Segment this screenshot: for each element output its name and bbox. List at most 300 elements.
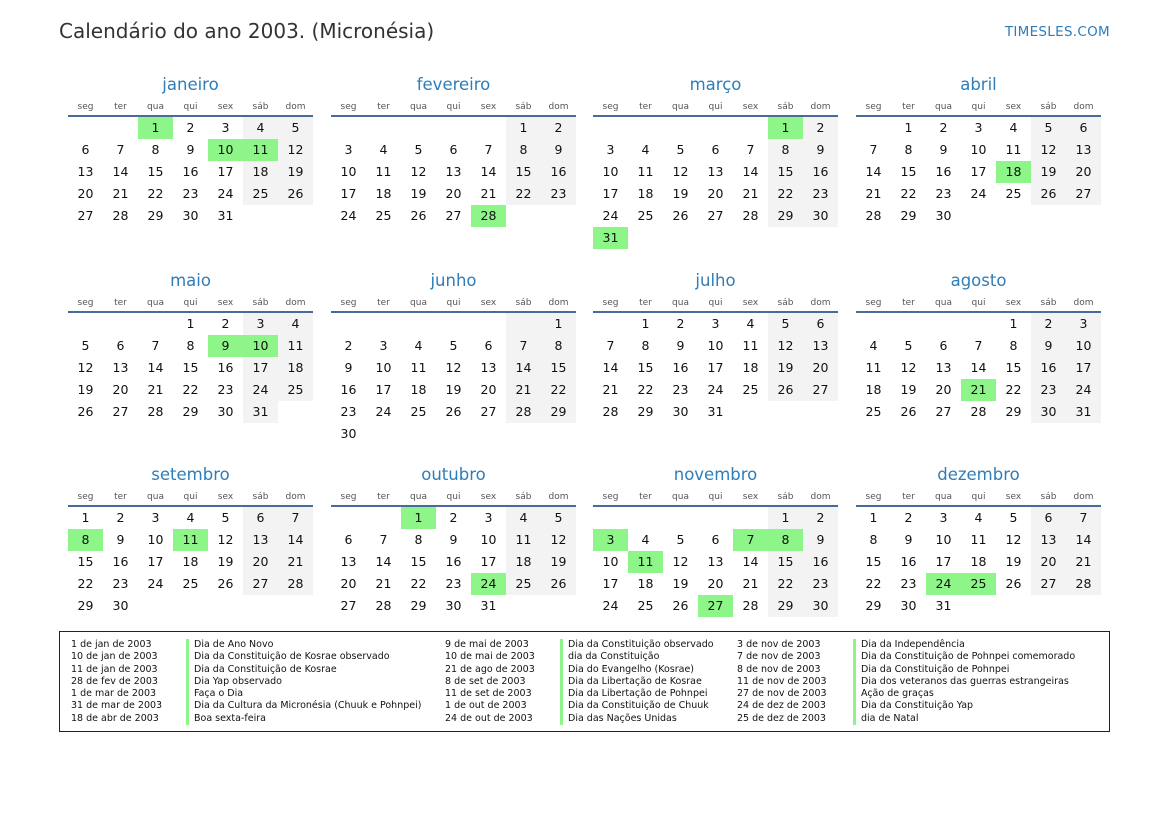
calendar-day[interactable]: 11 [410, 360, 427, 375]
calendar-day[interactable]: 15 [1005, 360, 1022, 375]
calendar-day[interactable]: 16 [541, 161, 576, 183]
calendar-day[interactable]: 2 [904, 510, 913, 525]
calendar-day[interactable]: 24 [375, 404, 392, 419]
calendar-day[interactable]: 23 [217, 382, 234, 397]
calendar-day[interactable]: 30 [900, 598, 917, 613]
calendar-day[interactable]: 23 [182, 186, 199, 201]
calendar-day-holiday[interactable]: 31 [593, 227, 628, 249]
calendar-day[interactable]: 2 [344, 338, 353, 353]
calendar-day[interactable]: 19 [768, 357, 803, 379]
calendar-day[interactable]: 29 [541, 401, 576, 423]
calendar-day[interactable]: 3 [484, 510, 493, 525]
calendar-day[interactable]: 17 [217, 164, 234, 179]
calendar-day[interactable]: 22 [768, 573, 803, 595]
calendar-day[interactable]: 28 [742, 598, 759, 613]
calendar-day[interactable]: 30 [1031, 401, 1066, 423]
calendar-day[interactable]: 30 [217, 404, 234, 419]
calendar-day[interactable]: 25 [865, 404, 882, 419]
calendar-day[interactable]: 28 [506, 401, 541, 423]
calendar-day[interactable]: 27 [1031, 573, 1066, 595]
calendar-day[interactable]: 19 [1005, 554, 1022, 569]
calendar-day[interactable]: 15 [182, 360, 199, 375]
calendar-day[interactable]: 9 [116, 532, 125, 547]
calendar-day[interactable]: 21 [865, 186, 882, 201]
calendar-day[interactable]: 15 [410, 554, 427, 569]
calendar-day-holiday[interactable]: 25 [961, 573, 996, 595]
calendar-day[interactable]: 21 [1066, 551, 1101, 573]
calendar-day[interactable]: 24 [970, 186, 987, 201]
calendar-day[interactable]: 16 [672, 360, 689, 375]
calendar-day[interactable]: 6 [1031, 507, 1066, 529]
calendar-day[interactable]: 23 [672, 382, 689, 397]
calendar-day[interactable]: 14 [375, 554, 392, 569]
calendar-day[interactable]: 15 [768, 161, 803, 183]
calendar-day[interactable]: 13 [480, 360, 497, 375]
calendar-day[interactable]: 3 [243, 313, 278, 335]
calendar-day[interactable]: 27 [480, 404, 497, 419]
calendar-day[interactable]: 2 [186, 120, 195, 135]
calendar-day[interactable]: 23 [340, 404, 357, 419]
calendar-day[interactable]: 8 [186, 338, 195, 353]
calendar-day[interactable]: 24 [602, 208, 619, 223]
calendar-day[interactable]: 29 [182, 404, 199, 419]
calendar-day[interactable]: 30 [445, 598, 462, 613]
calendar-day[interactable]: 11 [970, 532, 987, 547]
calendar-day[interactable]: 11 [742, 338, 759, 353]
calendar-day[interactable]: 13 [340, 554, 357, 569]
calendar-day[interactable]: 20 [77, 186, 94, 201]
calendar-day[interactable]: 27 [707, 208, 724, 223]
calendar-day[interactable]: 6 [711, 532, 720, 547]
calendar-day[interactable]: 27 [445, 208, 462, 223]
calendar-day[interactable]: 30 [935, 208, 952, 223]
calendar-day[interactable]: 19 [77, 382, 94, 397]
calendar-day[interactable]: 12 [445, 360, 462, 375]
calendar-day[interactable]: 7 [506, 335, 541, 357]
calendar-day[interactable]: 17 [602, 576, 619, 591]
calendar-day[interactable]: 29 [410, 598, 427, 613]
calendar-day[interactable]: 24 [243, 379, 278, 401]
calendar-day[interactable]: 28 [742, 208, 759, 223]
calendar-day[interactable]: 17 [375, 382, 392, 397]
calendar-day[interactable]: 16 [803, 551, 838, 573]
calendar-day[interactable]: 21 [112, 186, 129, 201]
calendar-day[interactable]: 14 [480, 164, 497, 179]
calendar-day[interactable]: 31 [935, 598, 952, 613]
calendar-day-holiday[interactable]: 24 [926, 573, 961, 595]
calendar-day[interactable]: 6 [803, 313, 838, 335]
calendar-day[interactable]: 13 [243, 529, 278, 551]
calendar-day[interactable]: 2 [221, 316, 230, 331]
calendar-day[interactable]: 24 [1066, 379, 1101, 401]
calendar-day[interactable]: 20 [112, 382, 129, 397]
calendar-day[interactable]: 4 [869, 338, 878, 353]
calendar-day[interactable]: 6 [711, 142, 720, 157]
calendar-day[interactable]: 18 [637, 186, 654, 201]
calendar-day[interactable]: 11 [375, 164, 392, 179]
calendar-day[interactable]: 7 [278, 507, 313, 529]
calendar-day[interactable]: 30 [340, 426, 357, 441]
calendar-day[interactable]: 14 [865, 164, 882, 179]
calendar-day-holiday[interactable]: 11 [243, 139, 278, 161]
calendar-day-holiday[interactable]: 3 [593, 529, 628, 551]
calendar-day[interactable]: 14 [742, 554, 759, 569]
calendar-day[interactable]: 17 [480, 554, 497, 569]
calendar-day[interactable]: 31 [243, 401, 278, 423]
calendar-day[interactable]: 31 [707, 404, 724, 419]
calendar-day[interactable]: 29 [768, 595, 803, 617]
calendar-day[interactable]: 26 [77, 404, 94, 419]
calendar-day[interactable]: 5 [768, 313, 803, 335]
calendar-day[interactable]: 14 [970, 360, 987, 375]
calendar-day[interactable]: 19 [1031, 161, 1066, 183]
calendar-day[interactable]: 6 [81, 142, 90, 157]
calendar-day[interactable]: 10 [935, 532, 952, 547]
calendar-day[interactable]: 26 [445, 404, 462, 419]
calendar-day[interactable]: 4 [746, 316, 755, 331]
calendar-day[interactable]: 7 [116, 142, 125, 157]
calendar-day[interactable]: 14 [1066, 529, 1101, 551]
calendar-day[interactable]: 8 [641, 338, 650, 353]
calendar-day[interactable]: 6 [939, 338, 948, 353]
calendar-day[interactable]: 17 [935, 554, 952, 569]
calendar-day[interactable]: 20 [340, 576, 357, 591]
calendar-day[interactable]: 5 [541, 507, 576, 529]
calendar-day[interactable]: 28 [865, 208, 882, 223]
calendar-day[interactable]: 1 [904, 120, 913, 135]
calendar-day[interactable]: 4 [641, 142, 650, 157]
calendar-day[interactable]: 16 [1031, 357, 1066, 379]
calendar-day[interactable]: 17 [707, 360, 724, 375]
calendar-day[interactable]: 9 [541, 139, 576, 161]
calendar-day-holiday[interactable]: 11 [628, 551, 663, 573]
calendar-day[interactable]: 29 [637, 404, 654, 419]
calendar-day[interactable]: 23 [541, 183, 576, 205]
calendar-day[interactable]: 8 [1009, 338, 1018, 353]
calendar-day[interactable]: 5 [414, 142, 423, 157]
calendar-day[interactable]: 1 [81, 510, 90, 525]
calendar-day[interactable]: 7 [974, 338, 983, 353]
calendar-day[interactable]: 8 [869, 532, 878, 547]
calendar-day[interactable]: 20 [445, 186, 462, 201]
calendar-day[interactable]: 22 [182, 382, 199, 397]
calendar-day[interactable]: 30 [112, 598, 129, 613]
calendar-day[interactable]: 27 [803, 379, 838, 401]
calendar-day[interactable]: 26 [410, 208, 427, 223]
calendar-day[interactable]: 3 [939, 510, 948, 525]
calendar-day[interactable]: 12 [1031, 139, 1066, 161]
calendar-day[interactable]: 18 [243, 161, 278, 183]
calendar-day[interactable]: 7 [746, 142, 755, 157]
calendar-day[interactable]: 22 [541, 379, 576, 401]
calendar-day[interactable]: 19 [445, 382, 462, 397]
calendar-day[interactable]: 2 [803, 507, 838, 529]
calendar-day[interactable]: 16 [900, 554, 917, 569]
calendar-day[interactable]: 8 [768, 139, 803, 161]
calendar-day-holiday[interactable]: 8 [68, 529, 103, 551]
calendar-day[interactable]: 19 [672, 186, 689, 201]
calendar-day[interactable]: 6 [344, 532, 353, 547]
calendar-day[interactable]: 12 [541, 529, 576, 551]
calendar-day[interactable]: 9 [676, 338, 685, 353]
calendar-day[interactable]: 27 [243, 573, 278, 595]
calendar-day[interactable]: 30 [672, 404, 689, 419]
calendar-day[interactable]: 28 [602, 404, 619, 419]
calendar-day[interactable]: 24 [707, 382, 724, 397]
calendar-day[interactable]: 1 [506, 117, 541, 139]
calendar-day[interactable]: 15 [541, 357, 576, 379]
calendar-day[interactable]: 19 [672, 576, 689, 591]
calendar-day[interactable]: 12 [1005, 532, 1022, 547]
calendar-day[interactable]: 12 [278, 139, 313, 161]
calendar-day[interactable]: 12 [217, 532, 234, 547]
calendar-day[interactable]: 21 [742, 576, 759, 591]
calendar-day[interactable]: 5 [676, 142, 685, 157]
calendar-day[interactable]: 21 [742, 186, 759, 201]
calendar-day[interactable]: 28 [970, 404, 987, 419]
calendar-day[interactable]: 2 [676, 316, 685, 331]
calendar-day[interactable]: 22 [1005, 382, 1022, 397]
calendar-day[interactable]: 29 [768, 205, 803, 227]
calendar-day[interactable]: 3 [151, 510, 160, 525]
calendar-day[interactable]: 18 [970, 554, 987, 569]
calendar-day[interactable]: 12 [900, 360, 917, 375]
calendar-day[interactable]: 22 [865, 576, 882, 591]
calendar-day[interactable]: 13 [112, 360, 129, 375]
calendar-day[interactable]: 28 [375, 598, 392, 613]
calendar-day-holiday[interactable]: 1 [401, 507, 436, 529]
calendar-day[interactable]: 14 [742, 164, 759, 179]
calendar-day[interactable]: 23 [803, 183, 838, 205]
calendar-day[interactable]: 9 [449, 532, 458, 547]
calendar-day[interactable]: 9 [904, 532, 913, 547]
calendar-day[interactable]: 26 [900, 404, 917, 419]
calendar-day[interactable]: 19 [410, 186, 427, 201]
calendar-day[interactable]: 15 [147, 164, 164, 179]
calendar-day[interactable]: 2 [541, 117, 576, 139]
calendar-day[interactable]: 31 [1066, 401, 1101, 423]
calendar-day[interactable]: 23 [445, 576, 462, 591]
calendar-day[interactable]: 14 [112, 164, 129, 179]
calendar-day[interactable]: 17 [243, 357, 278, 379]
calendar-day[interactable]: 14 [278, 529, 313, 551]
calendar-day[interactable]: 18 [375, 186, 392, 201]
calendar-day[interactable]: 5 [81, 338, 90, 353]
calendar-day[interactable]: 29 [1005, 404, 1022, 419]
calendar-day[interactable]: 30 [803, 595, 838, 617]
calendar-day[interactable]: 3 [344, 142, 353, 157]
calendar-day[interactable]: 20 [1031, 551, 1066, 573]
calendar-day[interactable]: 23 [900, 576, 917, 591]
calendar-day[interactable]: 4 [414, 338, 423, 353]
calendar-day[interactable]: 20 [480, 382, 497, 397]
calendar-day[interactable]: 13 [707, 554, 724, 569]
calendar-day[interactable]: 5 [449, 338, 458, 353]
calendar-day-holiday[interactable]: 18 [996, 161, 1031, 183]
calendar-day[interactable]: 10 [147, 532, 164, 547]
calendar-day[interactable]: 22 [637, 382, 654, 397]
calendar-day[interactable]: 25 [637, 208, 654, 223]
calendar-day[interactable]: 14 [506, 357, 541, 379]
calendar-day[interactable]: 2 [803, 117, 838, 139]
calendar-day[interactable]: 2 [116, 510, 125, 525]
calendar-day[interactable]: 3 [974, 120, 983, 135]
calendar-day[interactable]: 31 [217, 208, 234, 223]
calendar-day[interactable]: 8 [414, 532, 423, 547]
calendar-day[interactable]: 14 [147, 360, 164, 375]
calendar-day[interactable]: 19 [278, 161, 313, 183]
calendar-day[interactable]: 4 [186, 510, 195, 525]
calendar-day[interactable]: 24 [602, 598, 619, 613]
calendar-day[interactable]: 13 [77, 164, 94, 179]
calendar-day[interactable]: 10 [340, 164, 357, 179]
calendar-day[interactable]: 13 [935, 360, 952, 375]
calendar-day[interactable]: 5 [221, 510, 230, 525]
calendar-day[interactable]: 1 [541, 313, 576, 335]
calendar-day[interactable]: 29 [900, 208, 917, 223]
calendar-day[interactable]: 31 [480, 598, 497, 613]
calendar-day[interactable]: 13 [707, 164, 724, 179]
calendar-day[interactable]: 18 [742, 360, 759, 375]
calendar-day[interactable]: 22 [900, 186, 917, 201]
calendar-day-holiday[interactable]: 10 [243, 335, 278, 357]
calendar-day[interactable]: 19 [900, 382, 917, 397]
calendar-day[interactable]: 27 [77, 208, 94, 223]
calendar-day[interactable]: 16 [340, 382, 357, 397]
calendar-day-holiday[interactable]: 27 [698, 595, 733, 617]
calendar-day[interactable]: 5 [278, 117, 313, 139]
calendar-day[interactable]: 10 [480, 532, 497, 547]
calendar-day[interactable]: 17 [1066, 357, 1101, 379]
calendar-day[interactable]: 8 [904, 142, 913, 157]
calendar-day[interactable]: 18 [865, 382, 882, 397]
calendar-day[interactable]: 3 [379, 338, 388, 353]
calendar-day[interactable]: 28 [112, 208, 129, 223]
calendar-day[interactable]: 17 [970, 164, 987, 179]
calendar-day[interactable]: 9 [803, 139, 838, 161]
calendar-day[interactable]: 21 [147, 382, 164, 397]
calendar-day[interactable]: 21 [375, 576, 392, 591]
calendar-day[interactable]: 18 [182, 554, 199, 569]
calendar-day[interactable]: 16 [217, 360, 234, 375]
calendar-day[interactable]: 6 [116, 338, 125, 353]
calendar-day[interactable]: 20 [707, 576, 724, 591]
calendar-day[interactable]: 26 [672, 208, 689, 223]
calendar-day[interactable]: 19 [217, 554, 234, 569]
calendar-day[interactable]: 25 [1005, 186, 1022, 201]
calendar-day[interactable]: 7 [1066, 507, 1101, 529]
calendar-day[interactable]: 17 [147, 554, 164, 569]
calendar-day[interactable]: 3 [1066, 313, 1101, 335]
calendar-day[interactable]: 28 [147, 404, 164, 419]
calendar-day[interactable]: 3 [711, 316, 720, 331]
calendar-day-holiday[interactable]: 21 [961, 379, 996, 401]
calendar-day[interactable]: 27 [340, 598, 357, 613]
calendar-day[interactable]: 17 [602, 186, 619, 201]
calendar-day[interactable]: 8 [151, 142, 160, 157]
calendar-day[interactable]: 5 [676, 532, 685, 547]
calendar-day[interactable]: 7 [484, 142, 493, 157]
calendar-day[interactable]: 13 [1031, 529, 1066, 551]
calendar-day[interactable]: 9 [939, 142, 948, 157]
calendar-day[interactable]: 30 [182, 208, 199, 223]
calendar-day[interactable]: 13 [803, 335, 838, 357]
brand-link[interactable]: TIMESLES.COM [1004, 24, 1110, 40]
calendar-day[interactable]: 18 [278, 357, 313, 379]
calendar-day[interactable]: 13 [445, 164, 462, 179]
calendar-day[interactable]: 16 [182, 164, 199, 179]
calendar-day[interactable]: 26 [1031, 183, 1066, 205]
calendar-day-holiday[interactable]: 10 [208, 139, 243, 161]
calendar-day-holiday[interactable]: 28 [471, 205, 506, 227]
calendar-day[interactable]: 13 [1066, 139, 1101, 161]
calendar-day-holiday[interactable]: 1 [768, 117, 803, 139]
calendar-day[interactable]: 20 [707, 186, 724, 201]
calendar-day[interactable]: 25 [243, 183, 278, 205]
calendar-day[interactable]: 20 [935, 382, 952, 397]
calendar-day[interactable]: 12 [672, 164, 689, 179]
calendar-day[interactable]: 8 [506, 139, 541, 161]
calendar-day[interactable]: 3 [606, 142, 615, 157]
calendar-day[interactable]: 10 [375, 360, 392, 375]
calendar-day[interactable]: 24 [147, 576, 164, 591]
calendar-day[interactable]: 15 [900, 164, 917, 179]
calendar-day[interactable]: 15 [637, 360, 654, 375]
calendar-day[interactable]: 18 [637, 576, 654, 591]
calendar-day[interactable]: 9 [803, 529, 838, 551]
calendar-day[interactable]: 6 [484, 338, 493, 353]
calendar-day[interactable]: 25 [506, 573, 541, 595]
calendar-day[interactable]: 4 [641, 532, 650, 547]
calendar-day[interactable]: 9 [186, 142, 195, 157]
calendar-day[interactable]: 25 [182, 576, 199, 591]
calendar-day[interactable]: 1 [641, 316, 650, 331]
calendar-day-holiday[interactable]: 8 [768, 529, 803, 551]
calendar-day[interactable]: 1 [1009, 316, 1018, 331]
calendar-day[interactable]: 3 [221, 120, 230, 135]
calendar-day-holiday[interactable]: 7 [733, 529, 768, 551]
calendar-day[interactable]: 22 [147, 186, 164, 201]
calendar-day[interactable]: 26 [278, 183, 313, 205]
calendar-day[interactable]: 6 [449, 142, 458, 157]
calendar-day[interactable]: 16 [803, 161, 838, 183]
calendar-day[interactable]: 12 [768, 335, 803, 357]
calendar-day[interactable]: 17 [340, 186, 357, 201]
calendar-day[interactable]: 25 [742, 382, 759, 397]
calendar-day[interactable]: 6 [243, 507, 278, 529]
calendar-day[interactable]: 1 [186, 316, 195, 331]
calendar-day[interactable]: 4 [243, 117, 278, 139]
calendar-day[interactable]: 22 [77, 576, 94, 591]
calendar-day[interactable]: 18 [506, 551, 541, 573]
calendar-day[interactable]: 23 [935, 186, 952, 201]
calendar-day[interactable]: 22 [410, 576, 427, 591]
calendar-day[interactable]: 4 [1009, 120, 1018, 135]
calendar-day[interactable]: 11 [865, 360, 882, 375]
calendar-day-holiday[interactable]: 9 [208, 335, 243, 357]
calendar-day[interactable]: 1 [869, 510, 878, 525]
calendar-day[interactable]: 27 [935, 404, 952, 419]
calendar-day[interactable]: 27 [1066, 183, 1101, 205]
calendar-day[interactable]: 26 [1005, 576, 1022, 591]
calendar-day[interactable]: 12 [77, 360, 94, 375]
calendar-day[interactable]: 24 [340, 208, 357, 223]
calendar-day[interactable]: 16 [445, 554, 462, 569]
calendar-day[interactable]: 11 [506, 529, 541, 551]
calendar-day[interactable]: 22 [768, 183, 803, 205]
calendar-day[interactable]: 7 [606, 338, 615, 353]
calendar-day[interactable]: 4 [974, 510, 983, 525]
